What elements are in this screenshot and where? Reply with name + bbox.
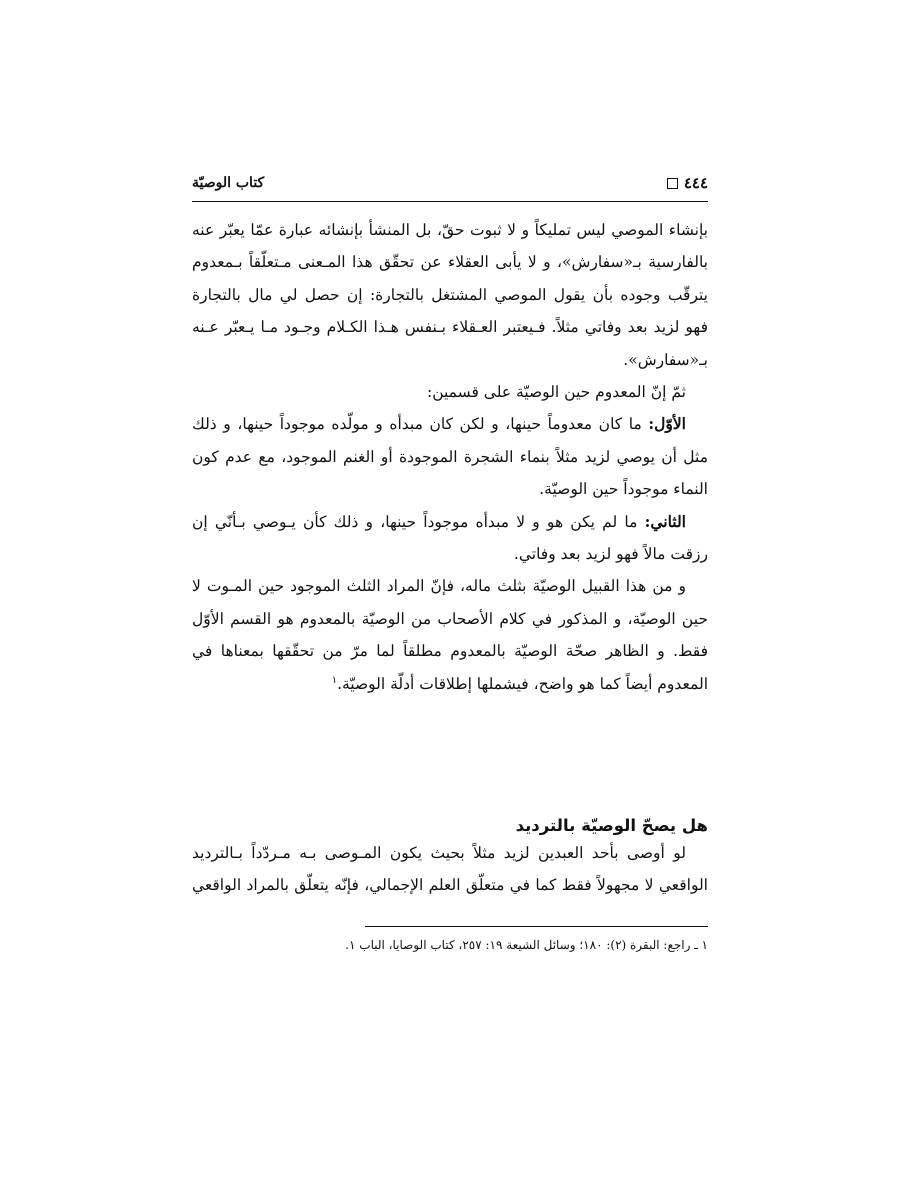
- paragraph-1: بإنشاء الموصي ليس تمليكاً و لا ثبوت حقّ، بل المنشأ بإنشائه عبارة عمّا يعبّر عنه بالفارسية بـ«سفارش»، و لا يأبى العقلاء عن تحقّق هذا المـعنى مـتعلّقاً بـمعدوم يترقّب وجوده بأن يقول الموصي المشتغل بالتجارة: إن حصل لي مال بالتجارة فهو لزيد بعد وفاتي مثلاً. فـيعتبر العـقلاء بـنفس هـذا الكـلام وجـود مـا يـعبّر عـنه بـ«سفارش».: [192, 221, 708, 369]
- section-heading: هل يصحّ الوصيّة بالترديد: [515, 816, 708, 835]
- footnote: ١ ـ راجع: البقرة (٢): ١٨٠؛ وسائل الشيعة ١٩: ٢٥٧، كتاب الوصايا، الباب ١.: [345, 938, 708, 952]
- header-rule: [192, 201, 708, 202]
- paragraph-5: [192, 570, 708, 700]
- paragraph-6: لو أوصى بأحد العبدين لزيد مثلاً بحيث يكون المـوصى بـه مـردّداً بـالترديد الواقعي لا مجهولاً فقط كما في متعلّق العلم الإجمالي، فإنّه يتعلّق بالمراد الواقعي: [192, 844, 708, 895]
- footnote-reference[interactable]: ١: [331, 674, 338, 686]
- footnote-rule: [365, 926, 708, 927]
- square-icon: [667, 178, 678, 189]
- paragraph-3-lead: الأوّل:: [648, 414, 686, 434]
- main-text: [192, 214, 708, 700]
- section-text: [192, 837, 708, 902]
- paragraph-2: ثمّ إنّ المعدوم حين الوصيّة على قسمين:: [426, 383, 686, 402]
- paragraph-4-lead: الثاني:: [644, 511, 686, 531]
- page-number-group: [667, 174, 708, 192]
- paragraph-3-text: ما كان معدوماً حينها، و لكن كان مبدأه و مولّده موجوداً حينها، و ذلك مثل أن يوصي لزيد مثلاً بنماء الشجرة الموجودة أو الغنم الموجود، مع عدم كون النماء موجوداً حين الوصيّة.: [192, 415, 708, 499]
- book-title: كتاب الوصيّة: [192, 175, 265, 191]
- paragraph-4: [192, 506, 708, 571]
- page-header: [192, 170, 708, 196]
- paragraph-4-text: ما لم يكن هو و لا مبدأه موجوداً حينها، و ذلك كأن يـوصي بـأنّي إن رزقت مالاً فهو لزيد بعد وفاتي.: [192, 512, 708, 564]
- paragraph-5-text: و من هذا القبيل الوصيّة بثلث ماله، فإنّ المراد الثلث الموجود حين المـوت لا حين الوصيّة، و المذكور في كلام الأصحاب من الوصيّة بالمعدوم هو القسم الأوّل فقط. و الظاهر صحّة الوصيّة بالمعدوم مطلقاً لما مرّ من تحقّقها بمعناها في المعدوم أيضاً كما هو واضح، فيشملها إطلاقات أدلّة الوصيّة.: [192, 577, 708, 693]
- page-number: ٤٤٤: [683, 174, 708, 192]
- paragraph-3: [192, 408, 708, 505]
